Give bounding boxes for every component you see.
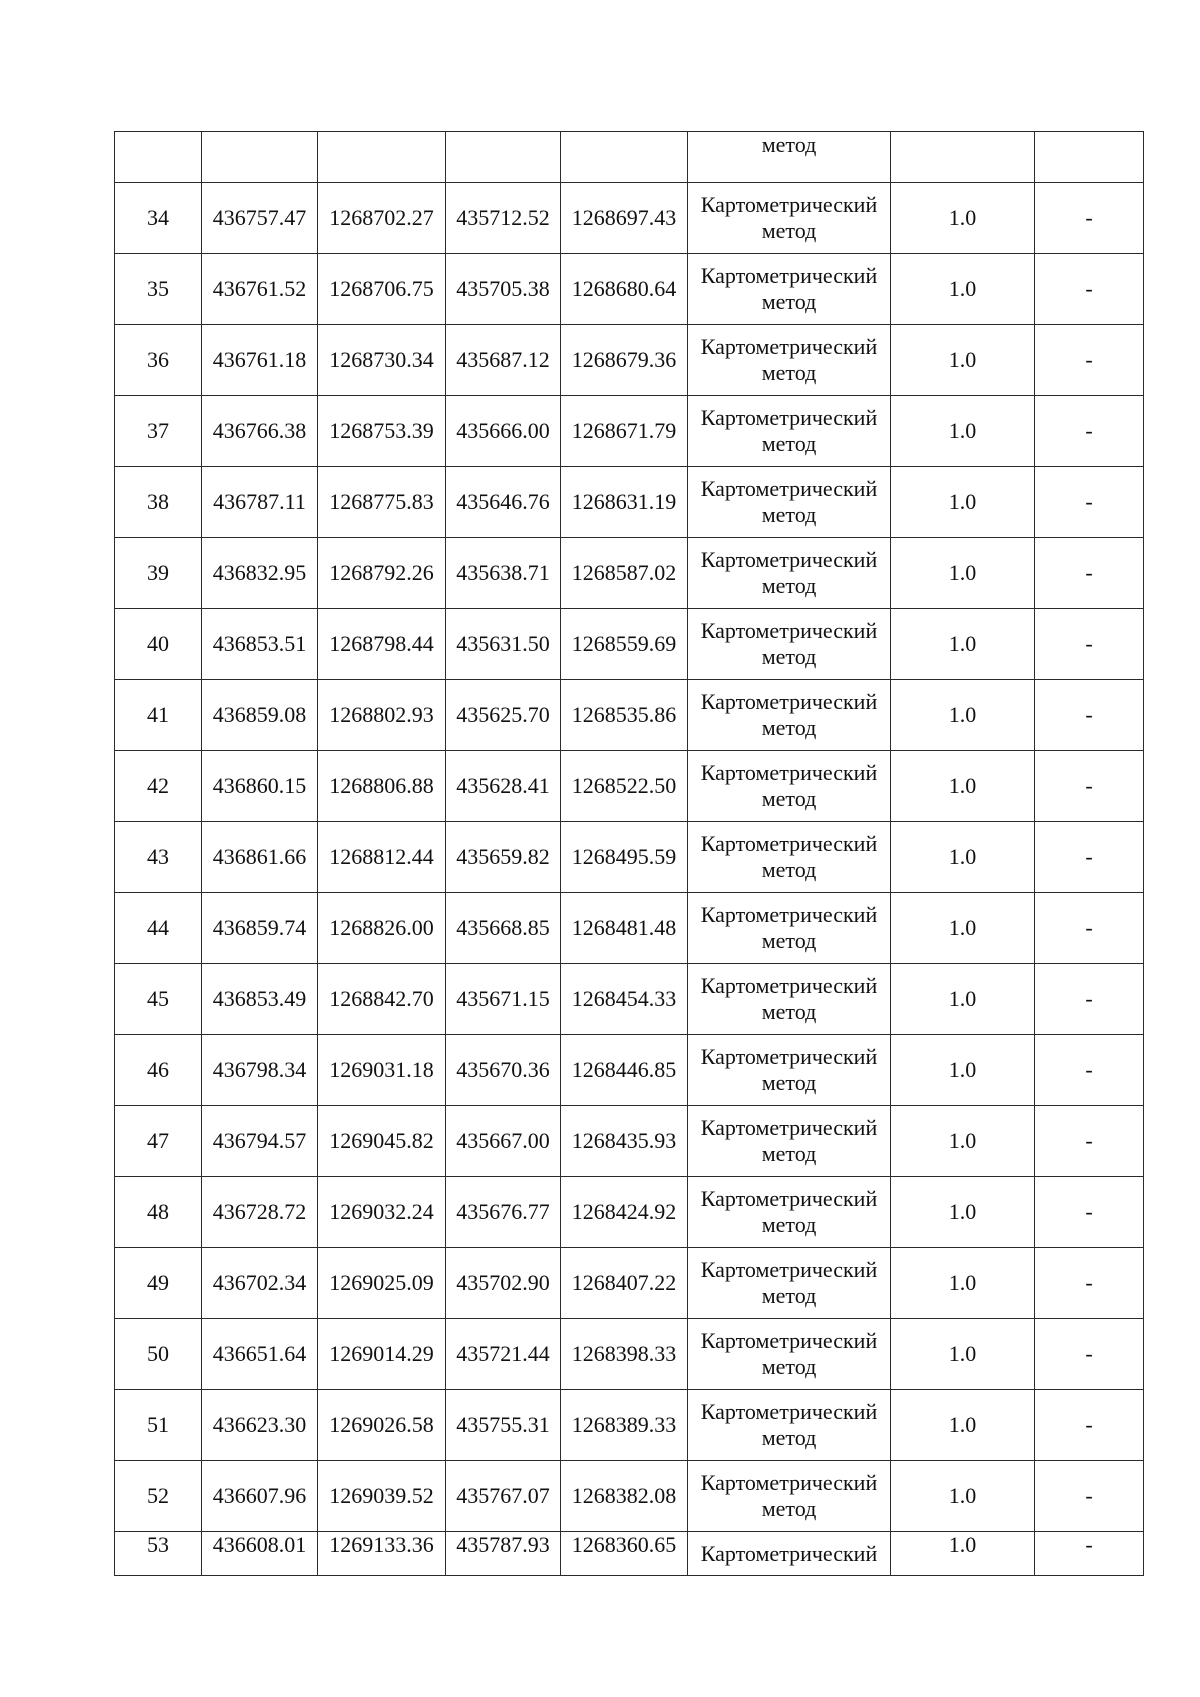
y1-cell: 1269025.09 xyxy=(318,1248,446,1319)
method-line-1: Картометрический xyxy=(700,334,878,359)
note-cell: - xyxy=(1035,467,1144,538)
method-cell xyxy=(688,325,891,396)
method-line-1: Картометрический xyxy=(700,1328,878,1353)
y2-cell: 1268671.79 xyxy=(561,396,688,467)
accuracy-cell: 1.0 xyxy=(891,183,1035,254)
table-row xyxy=(115,1319,1144,1390)
number-cell: 49 xyxy=(115,1248,202,1319)
method-cell xyxy=(688,893,891,964)
number-cell: 37 xyxy=(115,396,202,467)
method-line-1: Картометрический xyxy=(700,760,878,785)
number-cell: 41 xyxy=(115,680,202,751)
y2-cell: 1268697.43 xyxy=(561,183,688,254)
coordinates-table xyxy=(114,131,1144,1576)
method-line-1: Картометрический xyxy=(700,476,878,501)
accuracy-cell: 1.0 xyxy=(891,1532,1035,1576)
accuracy-cell: 1.0 xyxy=(891,1177,1035,1248)
accuracy-cell: 1.0 xyxy=(891,325,1035,396)
y2-cell: 1268522.50 xyxy=(561,751,688,822)
method-cell xyxy=(688,680,891,751)
y2-cell: 1268389.33 xyxy=(561,1390,688,1461)
note-cell: - xyxy=(1035,1390,1144,1461)
x1-cell: 436853.51 xyxy=(202,609,318,680)
y1-cell: 1268792.26 xyxy=(318,538,446,609)
x1-cell: 436607.96 xyxy=(202,1461,318,1532)
x2-cell: 435667.00 xyxy=(446,1106,561,1177)
note-cell xyxy=(1035,132,1144,183)
method-line-1: Картометрический xyxy=(700,547,878,572)
x1-cell: 436832.95 xyxy=(202,538,318,609)
method-line-2: метод xyxy=(761,786,817,811)
x2-cell: 435631.50 xyxy=(446,609,561,680)
y2-cell: 1268435.93 xyxy=(561,1106,688,1177)
x1-cell: 436859.74 xyxy=(202,893,318,964)
y1-cell: 1269045.82 xyxy=(318,1106,446,1177)
y1-cell: 1268775.83 xyxy=(318,467,446,538)
y2-cell: 1268535.86 xyxy=(561,680,688,751)
method-cell xyxy=(688,396,891,467)
accuracy-cell: 1.0 xyxy=(891,964,1035,1035)
x2-cell: 435755.31 xyxy=(446,1390,561,1461)
method-line-2: метод xyxy=(761,132,817,157)
y2-cell: 1268495.59 xyxy=(561,822,688,893)
x1-cell: 436757.47 xyxy=(202,183,318,254)
accuracy-cell: 1.0 xyxy=(891,751,1035,822)
table-row xyxy=(115,751,1144,822)
method-line-1: Картометрический xyxy=(700,902,878,927)
y1-cell: 1269039.52 xyxy=(318,1461,446,1532)
number-cell: 38 xyxy=(115,467,202,538)
y1-cell: 1268798.44 xyxy=(318,609,446,680)
method-line-1: Картометрический xyxy=(700,1186,878,1211)
table-row xyxy=(115,1035,1144,1106)
x2-cell: 435625.70 xyxy=(446,680,561,751)
x2-cell: 435670.36 xyxy=(446,1035,561,1106)
table-row xyxy=(115,183,1144,254)
x1-cell: 436761.52 xyxy=(202,254,318,325)
x2-cell: 435702.90 xyxy=(446,1248,561,1319)
y2-cell: 1268559.69 xyxy=(561,609,688,680)
x1-cell: 436859.08 xyxy=(202,680,318,751)
note-cell: - xyxy=(1035,964,1144,1035)
method-line-1: Картометрический xyxy=(700,1399,878,1424)
x2-cell: 435628.41 xyxy=(446,751,561,822)
y1-cell: 1268826.00 xyxy=(318,893,446,964)
y1-cell: 1269014.29 xyxy=(318,1319,446,1390)
y1-cell: 1268802.93 xyxy=(318,680,446,751)
number-cell: 36 xyxy=(115,325,202,396)
method-line-2: метод xyxy=(761,431,817,456)
number-cell: 42 xyxy=(115,751,202,822)
number-cell: 39 xyxy=(115,538,202,609)
x2-cell: 435638.71 xyxy=(446,538,561,609)
y1-cell: 1269031.18 xyxy=(318,1035,446,1106)
y2-cell: 1268360.65 xyxy=(561,1532,688,1576)
accuracy-cell: 1.0 xyxy=(891,1319,1035,1390)
note-cell: - xyxy=(1035,822,1144,893)
method-line-1: Картометрический xyxy=(700,973,878,998)
method-line-2: метод xyxy=(761,644,817,669)
y1-cell: 1268753.39 xyxy=(318,396,446,467)
note-cell: - xyxy=(1035,1177,1144,1248)
method-line-2: метод xyxy=(761,1354,817,1379)
y2-cell: 1268407.22 xyxy=(561,1248,688,1319)
accuracy-cell: 1.0 xyxy=(891,538,1035,609)
number-cell: 51 xyxy=(115,1390,202,1461)
method-line-1: Картометрический xyxy=(700,263,878,288)
number-cell: 34 xyxy=(115,183,202,254)
note-cell: - xyxy=(1035,1461,1144,1532)
method-line-2: метод xyxy=(761,502,817,527)
x1-cell: 436623.30 xyxy=(202,1390,318,1461)
note-cell: - xyxy=(1035,893,1144,964)
number-cell: 52 xyxy=(115,1461,202,1532)
method-cell xyxy=(688,964,891,1035)
table-row xyxy=(115,1532,1144,1576)
accuracy-cell: 1.0 xyxy=(891,1106,1035,1177)
x1-cell: 436651.64 xyxy=(202,1319,318,1390)
number-cell: 45 xyxy=(115,964,202,1035)
number-cell: 53 xyxy=(115,1532,202,1576)
method-cell xyxy=(688,538,891,609)
accuracy-cell: 1.0 xyxy=(891,254,1035,325)
note-cell: - xyxy=(1035,1035,1144,1106)
method-line-2: метод xyxy=(761,715,817,740)
note-cell: - xyxy=(1035,538,1144,609)
accuracy-cell: 1.0 xyxy=(891,680,1035,751)
table-row xyxy=(115,325,1144,396)
method-line-2: метод xyxy=(761,928,817,953)
method-cell xyxy=(688,1177,891,1248)
accuracy-cell: 1.0 xyxy=(891,1248,1035,1319)
method-line-2: метод xyxy=(761,289,817,314)
method-cell xyxy=(688,822,891,893)
x2-cell: 435646.76 xyxy=(446,467,561,538)
note-cell: - xyxy=(1035,751,1144,822)
method-line-1: Картометрический xyxy=(700,1470,878,1495)
method-line-2: метод xyxy=(761,573,817,598)
number-cell: 44 xyxy=(115,893,202,964)
accuracy-cell: 1.0 xyxy=(891,1035,1035,1106)
y1-cell xyxy=(318,132,446,183)
y2-cell: 1268680.64 xyxy=(561,254,688,325)
number-cell: 46 xyxy=(115,1035,202,1106)
x2-cell: 435666.00 xyxy=(446,396,561,467)
method-line-1: Картометрический xyxy=(700,1540,878,1566)
y1-cell: 1268842.70 xyxy=(318,964,446,1035)
number-cell: 43 xyxy=(115,822,202,893)
y2-cell xyxy=(561,132,688,183)
table-row xyxy=(115,964,1144,1035)
note-cell: - xyxy=(1035,609,1144,680)
method-cell xyxy=(688,1390,891,1461)
number-cell xyxy=(115,132,202,183)
table-row xyxy=(115,1390,1144,1461)
x1-cell: 436794.57 xyxy=(202,1106,318,1177)
x2-cell: 435705.38 xyxy=(446,254,561,325)
method-line-1: Картометрический xyxy=(700,831,878,856)
table-row xyxy=(115,538,1144,609)
note-cell: - xyxy=(1035,1106,1144,1177)
table-row xyxy=(115,680,1144,751)
note-cell: - xyxy=(1035,680,1144,751)
x1-cell: 436861.66 xyxy=(202,822,318,893)
number-cell: 47 xyxy=(115,1106,202,1177)
y2-cell: 1268454.33 xyxy=(561,964,688,1035)
method-line-2: метод xyxy=(761,1496,817,1521)
y2-cell: 1268481.48 xyxy=(561,893,688,964)
number-cell: 35 xyxy=(115,254,202,325)
method-cell xyxy=(688,1035,891,1106)
method-line-2: метод xyxy=(761,360,817,385)
accuracy-cell: 1.0 xyxy=(891,467,1035,538)
number-cell: 48 xyxy=(115,1177,202,1248)
x1-cell: 436761.18 xyxy=(202,325,318,396)
method-line-2: метод xyxy=(761,1070,817,1095)
x1-cell: 436787.11 xyxy=(202,467,318,538)
note-cell: - xyxy=(1035,254,1144,325)
note-cell: - xyxy=(1035,1532,1144,1576)
continuation-row xyxy=(115,132,1144,183)
y1-cell: 1268730.34 xyxy=(318,325,446,396)
y2-cell: 1268446.85 xyxy=(561,1035,688,1106)
y1-cell: 1269026.58 xyxy=(318,1390,446,1461)
method-line-2: метод xyxy=(761,1425,817,1450)
x1-cell: 436608.01 xyxy=(202,1532,318,1576)
note-cell: - xyxy=(1035,325,1144,396)
number-cell: 40 xyxy=(115,609,202,680)
y1-cell: 1269032.24 xyxy=(318,1177,446,1248)
table-row xyxy=(115,609,1144,680)
y2-cell: 1268424.92 xyxy=(561,1177,688,1248)
accuracy-cell: 1.0 xyxy=(891,609,1035,680)
number-cell: 50 xyxy=(115,1319,202,1390)
x2-cell: 435671.15 xyxy=(446,964,561,1035)
table-row xyxy=(115,1106,1144,1177)
x1-cell: 436798.34 xyxy=(202,1035,318,1106)
x2-cell: 435676.77 xyxy=(446,1177,561,1248)
method-line-2: метод xyxy=(761,1212,817,1237)
accuracy-cell: 1.0 xyxy=(891,822,1035,893)
method-cell xyxy=(688,751,891,822)
method-line-1: Картометрический xyxy=(700,618,878,643)
note-cell: - xyxy=(1035,1248,1144,1319)
accuracy-cell: 1.0 xyxy=(891,396,1035,467)
method-cell xyxy=(688,254,891,325)
method-line-2: метод xyxy=(761,218,817,243)
note-cell: - xyxy=(1035,183,1144,254)
table-row xyxy=(115,1461,1144,1532)
table-row xyxy=(115,893,1144,964)
y2-cell: 1268679.36 xyxy=(561,325,688,396)
y2-cell: 1268631.19 xyxy=(561,467,688,538)
method-line-1: Картометрический xyxy=(700,1044,878,1069)
y1-cell: 1269133.36 xyxy=(318,1532,446,1576)
accuracy-cell: 1.0 xyxy=(891,1461,1035,1532)
x2-cell: 435668.85 xyxy=(446,893,561,964)
method-line-2: метод xyxy=(761,857,817,882)
x1-cell: 436860.15 xyxy=(202,751,318,822)
method-line-1: Картометрический xyxy=(700,192,878,217)
x2-cell: 435721.44 xyxy=(446,1319,561,1390)
x1-cell: 436702.34 xyxy=(202,1248,318,1319)
y2-cell: 1268587.02 xyxy=(561,538,688,609)
table-row xyxy=(115,254,1144,325)
x2-cell: 435712.52 xyxy=(446,183,561,254)
y2-cell: 1268398.33 xyxy=(561,1319,688,1390)
method-line-1: Картометрический xyxy=(700,689,878,714)
table-row xyxy=(115,1177,1144,1248)
method-cell xyxy=(688,183,891,254)
method-line-2: метод xyxy=(761,999,817,1024)
method-line-1: Картометрический xyxy=(700,1257,878,1282)
method-line-2: метод xyxy=(761,1283,817,1308)
table-row xyxy=(115,467,1144,538)
x1-cell: 436766.38 xyxy=(202,396,318,467)
accuracy-cell xyxy=(891,132,1035,183)
x2-cell xyxy=(446,132,561,183)
method-cell xyxy=(688,1248,891,1319)
y1-cell: 1268812.44 xyxy=(318,822,446,893)
method-cell xyxy=(688,132,891,183)
x2-cell: 435787.93 xyxy=(446,1532,561,1576)
x1-cell xyxy=(202,132,318,183)
table-row xyxy=(115,1248,1144,1319)
note-cell: - xyxy=(1035,1319,1144,1390)
table-body xyxy=(115,132,1144,1576)
method-cell xyxy=(688,1461,891,1532)
method-cell xyxy=(688,609,891,680)
method-cell xyxy=(688,467,891,538)
method-cell xyxy=(688,1532,891,1576)
y1-cell: 1268706.75 xyxy=(318,254,446,325)
method-line-2: метод xyxy=(761,1141,817,1166)
x2-cell: 435687.12 xyxy=(446,325,561,396)
x2-cell: 435767.07 xyxy=(446,1461,561,1532)
method-cell xyxy=(688,1106,891,1177)
note-cell: - xyxy=(1035,396,1144,467)
x1-cell: 436728.72 xyxy=(202,1177,318,1248)
table-row xyxy=(115,396,1144,467)
x1-cell: 436853.49 xyxy=(202,964,318,1035)
accuracy-cell: 1.0 xyxy=(891,893,1035,964)
y1-cell: 1268806.88 xyxy=(318,751,446,822)
accuracy-cell: 1.0 xyxy=(891,1390,1035,1461)
table-row xyxy=(115,822,1144,893)
method-line-1: Картометрический xyxy=(700,405,878,430)
y1-cell: 1268702.27 xyxy=(318,183,446,254)
x2-cell: 435659.82 xyxy=(446,822,561,893)
method-line-1: Картометрический xyxy=(700,1115,878,1140)
method-cell xyxy=(688,1319,891,1390)
y2-cell: 1268382.08 xyxy=(561,1461,688,1532)
